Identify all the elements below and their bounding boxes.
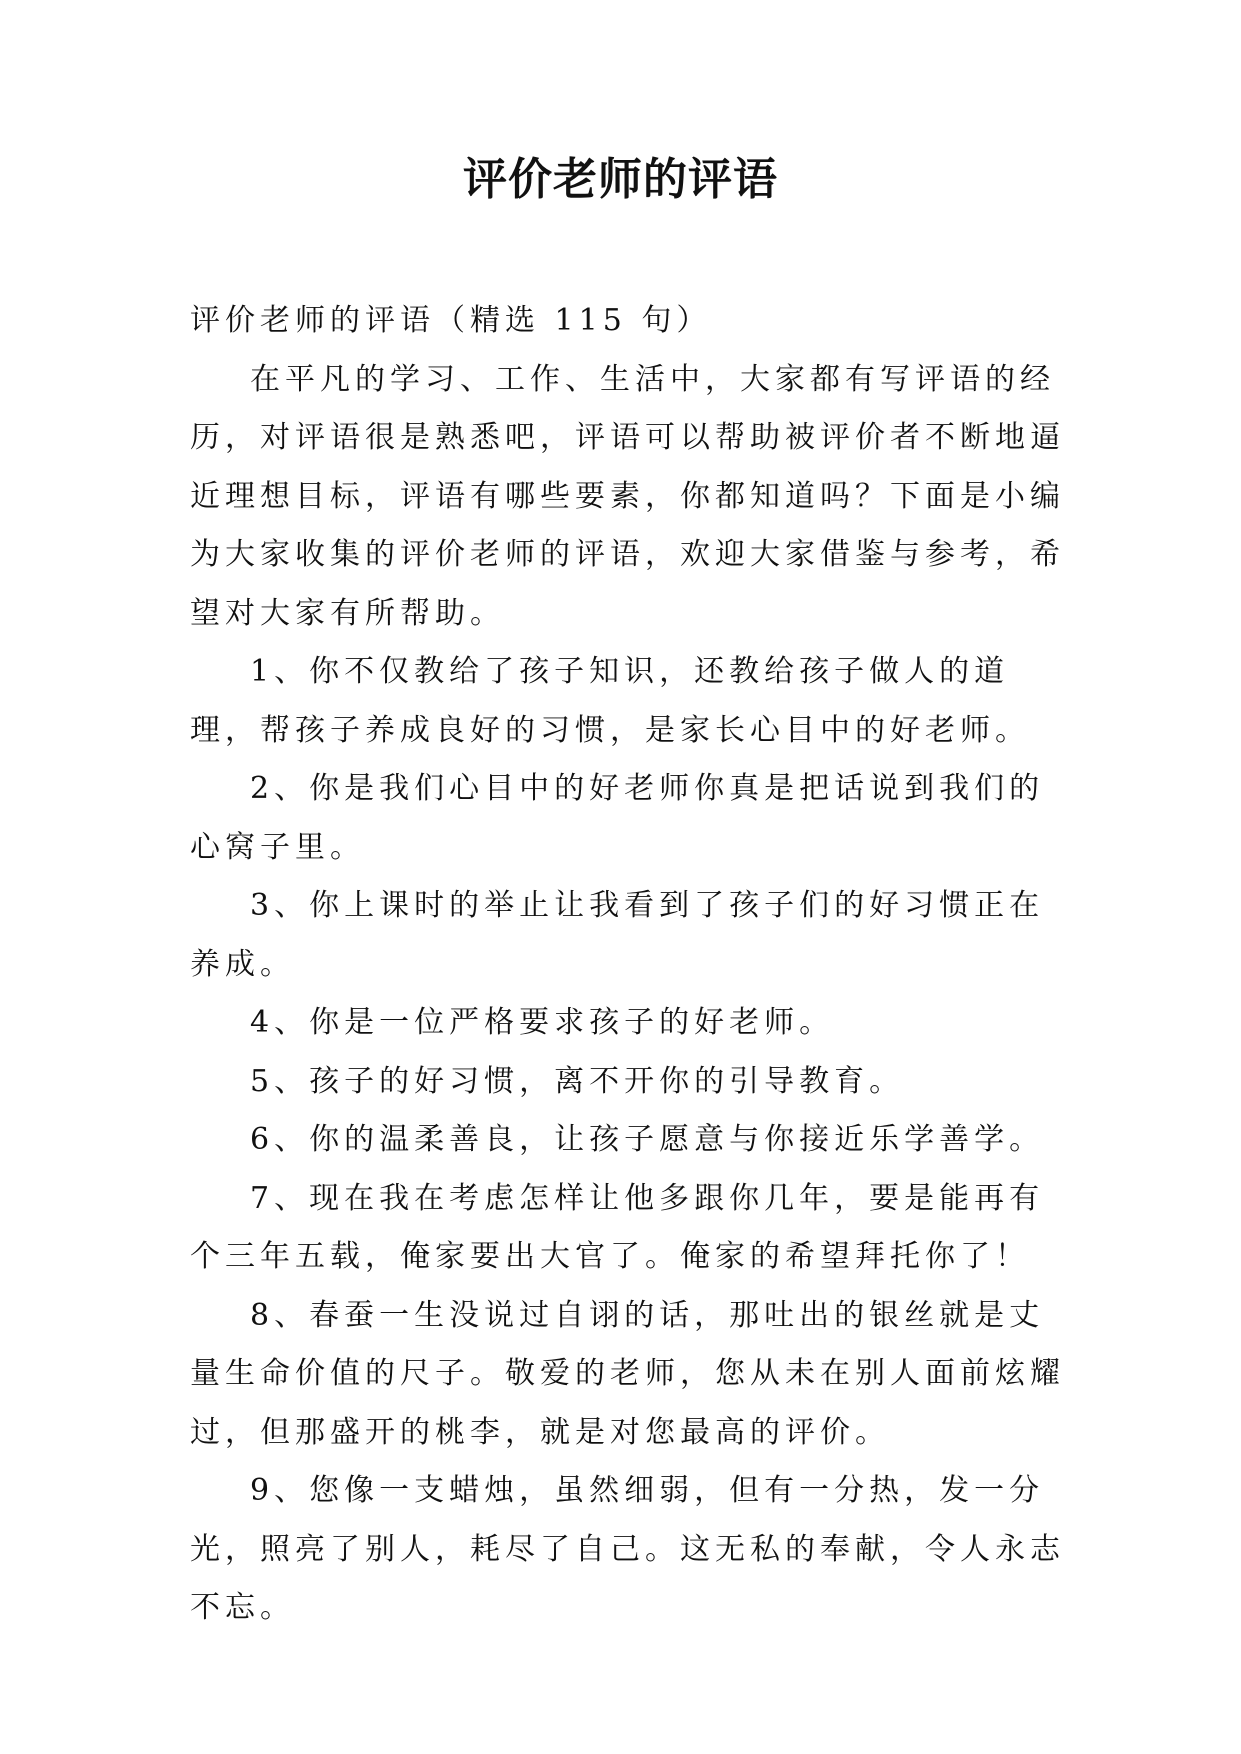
comment-item-9: 9、您像一支蜡烛，虽然细弱，但有一分热，发一分光，照亮了别人，耗尽了自己。这无私的奉献，令人永志不忘。 xyxy=(190,1473,1065,1625)
comment-item-5: 5、孩子的好习惯，离不开你的引导教育。 xyxy=(250,1063,905,1099)
intro-paragraph: 在平凡的学习、工作、生活中，大家都有写评语的经历，对评语很是熟悉吧，评语可以帮助被评价者不断地逼近理想目标，评语有哪些要素，你都知道吗？下面是小编为大家收集的评价老师的评语，欢迎大家借鉴与参考，希望对大家有所帮助。 xyxy=(190,361,1065,631)
comment-item-6: 6、你的温柔善良，让孩子愿意与你接近乐学善学。 xyxy=(250,1122,1045,1157)
comment-item-2: 2、你是我们心目中的好老师你真是把话说到我们的心窝子里。 xyxy=(190,771,1045,865)
comment-item-8: 8、春蚕一生没说过自诩的话，那吐出的银丝就是丈量生命价值的尺子。敬爱的老师，您从未在别人面前炫耀过，但那盛开的桃李，就是对您最高的评价。 xyxy=(190,1297,1065,1450)
comment-item-4: 4、你是一位严格要求孩子的好老师。 xyxy=(250,1005,835,1040)
document-body xyxy=(190,292,1070,1638)
comment-item-1: 1、你不仅教给了孩子知识，还教给孩子做人的道理，帮孩子养成良好的习惯，是家长心目中的好老师。 xyxy=(190,654,1030,748)
document-subtitle: 评价老师的评语（精选 115 句） xyxy=(190,303,712,338)
document-title: 评价老师的评语 xyxy=(463,154,778,205)
comment-item-7: 7、现在我在考虑怎样让他多跟你几年，要是能再有个三年五载，俺家要出大官了。俺家的希望拜托你了！ xyxy=(190,1180,1045,1274)
comment-item-3: 3、你上课时的举止让我看到了孩子们的好习惯正在养成。 xyxy=(190,888,1045,982)
